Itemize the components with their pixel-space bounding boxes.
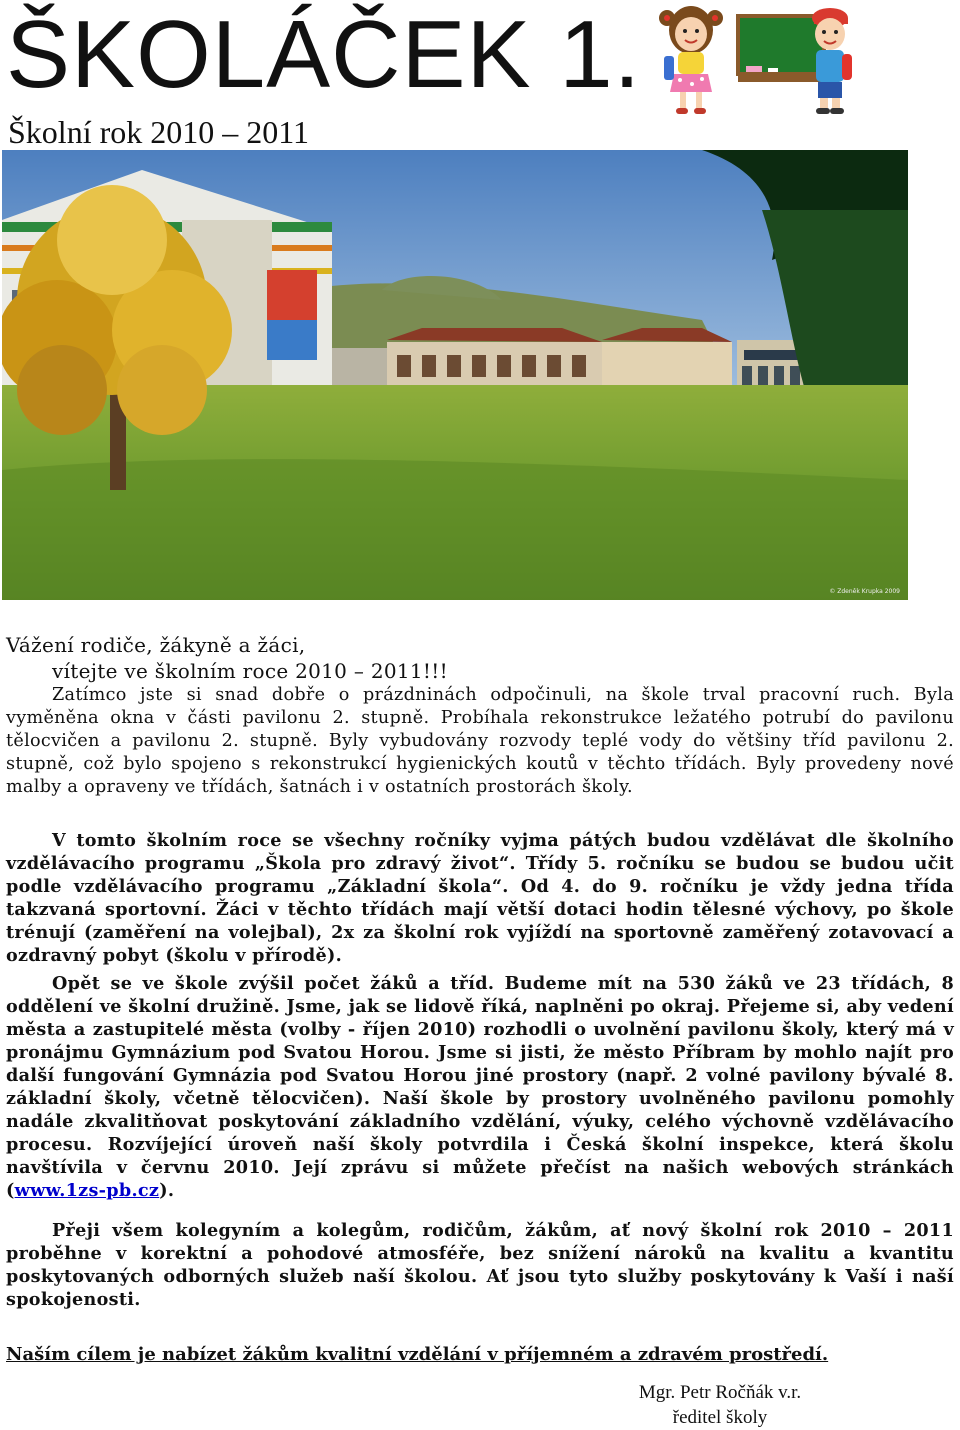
welcome-line: vítejte ve školním roce 2010 – 2011!!!: [52, 659, 448, 683]
paragraph-capacity-end: ).: [159, 1180, 175, 1201]
signature-role: ředitel školy: [672, 1407, 768, 1428]
salutation: Vážení rodiče, žákyně a žáci,: [6, 633, 306, 657]
school-year-subtitle: Školní rok 2010 – 2011: [8, 114, 310, 150]
paragraph-wishes-text: Přeji všem kolegyním a kolegům, rodičům, žákům, ať nový školní rok 2010 – 2011 proběhne v korektní a pohodové atmosféře, bez snížení nároků na kvalitu a kvantitu poskytovaných odborných služeb naší školou. Ať jsou tyto služby poskytovány k Vaší i naší spokojenosti.: [6, 1220, 954, 1310]
school-photo: [2, 150, 908, 600]
paragraph-curriculum: [6, 829, 954, 967]
school-website-link[interactable]: www.1zs-pb.cz: [14, 1180, 160, 1201]
signature-name: Mgr. Petr Ročňák v.r.: [638, 1382, 802, 1403]
greeting: [6, 632, 954, 684]
paragraph-capacity: [6, 972, 954, 1202]
paragraph-wishes: [6, 1219, 954, 1311]
paragraph-curriculum-text: V tomto školním roce se všechny ročníky vyjma pátých budou vzdělávat dle školního vzdělávacího programu „Škola pro zdravý život“. Třídy 5. ročníku se budou se budou učit podle vzdělávacího programu „Základní škola“. Od 4. do 9. ročníku je vždy jedna třída takzvaná sportovní. Žáci v těchto třídách mají větší dotaci hodin tělesné výchovy, po škole trénují (zaměření na volejbal), 2x za školní rok vyjíždí na sportovně zaměřený zotavovací a ozdravný pobyt (školu v přírodě).: [6, 830, 954, 966]
schoolboy-blackboard-clipart: [734, 0, 858, 118]
paragraph-capacity-body: Opět se ve škole zvýšil počet žáků a tříd. Budeme mít na 530 žáků ve 23 třídách, 8 oddělení ve školní družině. Jsme, jak se lidově říká, naplněni po okraj. Přejeme si, aby vedení města a zastupitelé města (volby - říjen 2010) rozhodli o uvolnění pavilonu školy, který má v pronájmu Gymnázium pod Svatou Horou. Jsme si jisti, že město Příbram by mohlo najít pro další fungování Gymnázia pod Svatou Horou jiné prostory (např. 2 volné pavilony bývalé 8. základní školy, včetně tělocvičen). Naší škole by prostory uvolněného pavilonu pomohly nadále zkvalitňovat poskytování základního vzdělání, výuky, celého výchovně vzdělávacího procesu. Rozvíjející úroveň naší školy potvrdila i Česká školní inspekce, která školu navštívila v červnu 2010. Její zprávu si můžete přečíst na našich webových stránkách (: [6, 973, 954, 1201]
paragraph-capacity-text: [6, 972, 954, 1202]
paragraph-renovation: [6, 684, 954, 799]
school-goal: Naším cílem je nabízet žákům kvalitní vzdělání v příjemném a zdravém prostředí.: [6, 1344, 829, 1365]
page-title: ŠKOLÁČEK 1.: [6, 1, 642, 108]
paragraph-renovation-text: Zatímco jste si snad dobře o prázdninách odpočinuli, na škole trval pracovní ruch. Byla vyměněna okna v části pavilonu 2. stupně. Probíhala rekonstrukce ležatého potrubí do pavilonu tělocvičen a pavilonu 2. stupně. Byly vybudovány rozvody teplé vody do většiny tříd pavilonu 2. stupně, což bylo spojeno s rekonstrukcí hygienických koutů v těchto třídách. Byly provedeny nové malby a opraveny ve třídách, šatnách i v ostatních prostorách školy.: [6, 685, 954, 797]
photo-credit: © Zdeněk Krupka 2009: [829, 588, 900, 595]
signature-block: [600, 1380, 840, 1430]
schoolgirl-clipart: [652, 0, 730, 118]
